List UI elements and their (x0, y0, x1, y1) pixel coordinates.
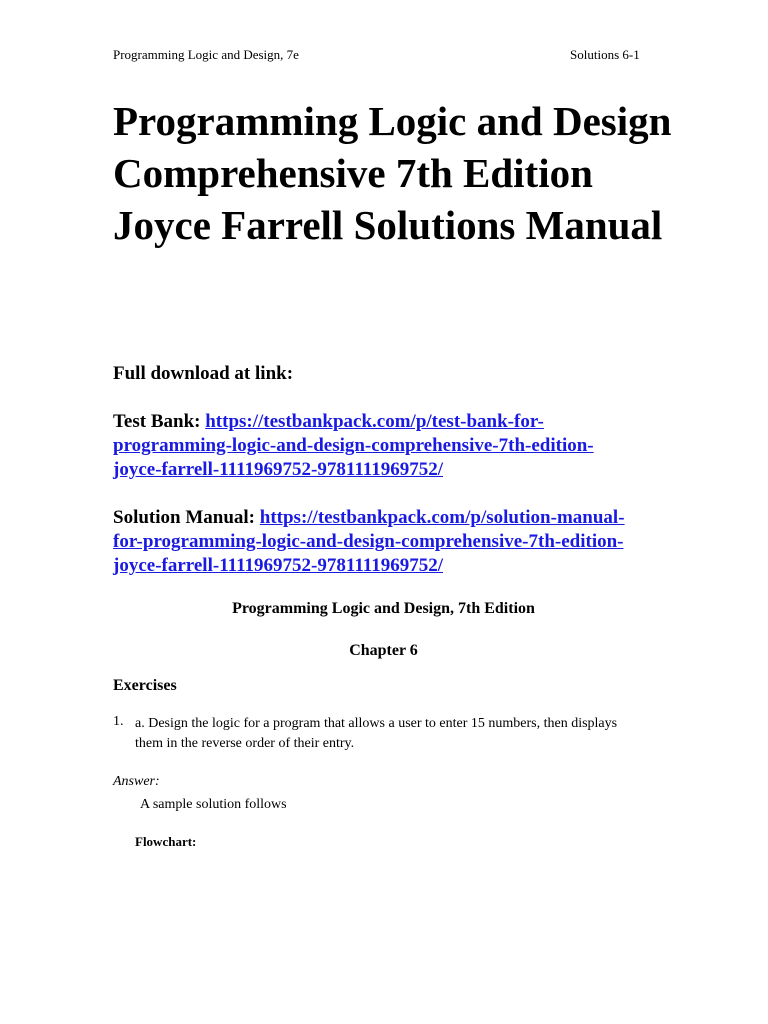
sample-solution-text: A sample solution follows (140, 797, 287, 812)
solution-manual-link[interactable]: https://testbankpack.com/p/solution-manual- for-programming-logic-and-design-comprehensive-7th-edition- joyce-farrell-1111969752-9781111969752/ (113, 507, 625, 576)
test-bank-label: Test Bank: (113, 411, 206, 432)
answer-label: Answer: (113, 774, 160, 789)
running-header-left: Programming Logic and Design, 7e (113, 47, 299, 62)
exercises-heading: Exercises (113, 677, 177, 694)
document-title: Programming Logic and Design Comprehensive 7th Edition Joyce Farrell Solutions Manual (113, 98, 672, 248)
book-title: Programming Logic and Design, 7th Edition (232, 600, 535, 617)
exercise-text: a. Design the logic for a program that allows a user to enter 15 numbers, then displays them in the reverse order of their entry. (135, 716, 618, 751)
running-header-right: Solutions 6-1 (570, 47, 640, 62)
chapter-heading: Chapter 6 (349, 642, 418, 659)
exercise-number: 1. (113, 714, 124, 729)
solution-manual-label: Solution Manual: (113, 507, 260, 528)
test-bank-block (113, 410, 673, 482)
solution-manual-block (113, 506, 673, 578)
flowchart-label: Flowchart: (135, 834, 197, 849)
download-label: Full download at link: (113, 363, 294, 384)
test-bank-link[interactable]: https://testbankpack.com/p/test-bank-for- programming-logic-and-design-comprehensive-7th-edition- joyce-farrell-1111969752-9781111969752/ (113, 411, 594, 480)
